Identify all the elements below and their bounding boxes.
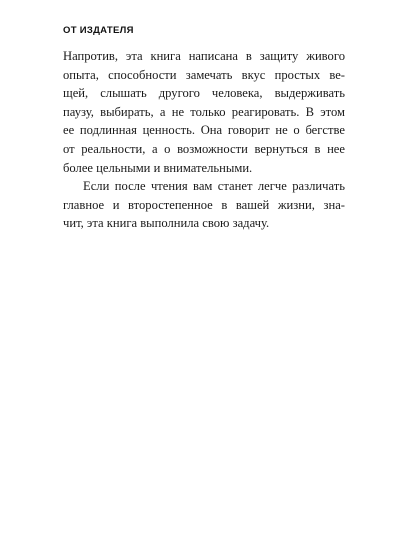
text-line: ее подлинная ценность. Она говорит не о бегстве [63, 123, 345, 138]
body-text [63, 47, 345, 233]
text-line: опыта, способности замечать вкус простых ве- [63, 67, 345, 82]
text-line: Если после чтения вам станет легче различать [83, 179, 345, 194]
text-line: щей, слышать другого человека, выдерживать [63, 86, 345, 101]
text-line: главное и второстепенное в вашей жизни, зна- [63, 197, 345, 212]
text-line: более цельными и внимательными. [63, 160, 253, 175]
running-head: ОТ ИЗДАТЕЛЯ [63, 25, 134, 36]
text-line: Напротив, эта книга написана в защиту живого [63, 49, 345, 63]
text-line: чит, эта книга выполнила свою задачу. [63, 216, 270, 231]
paragraph-2 [63, 177, 345, 233]
paragraph-1 [63, 47, 345, 177]
text-line: паузу, выбирать, а не только реагировать. В этом [63, 104, 345, 119]
text-line: от реальности, а о возможности вернуться в нее [63, 141, 345, 156]
